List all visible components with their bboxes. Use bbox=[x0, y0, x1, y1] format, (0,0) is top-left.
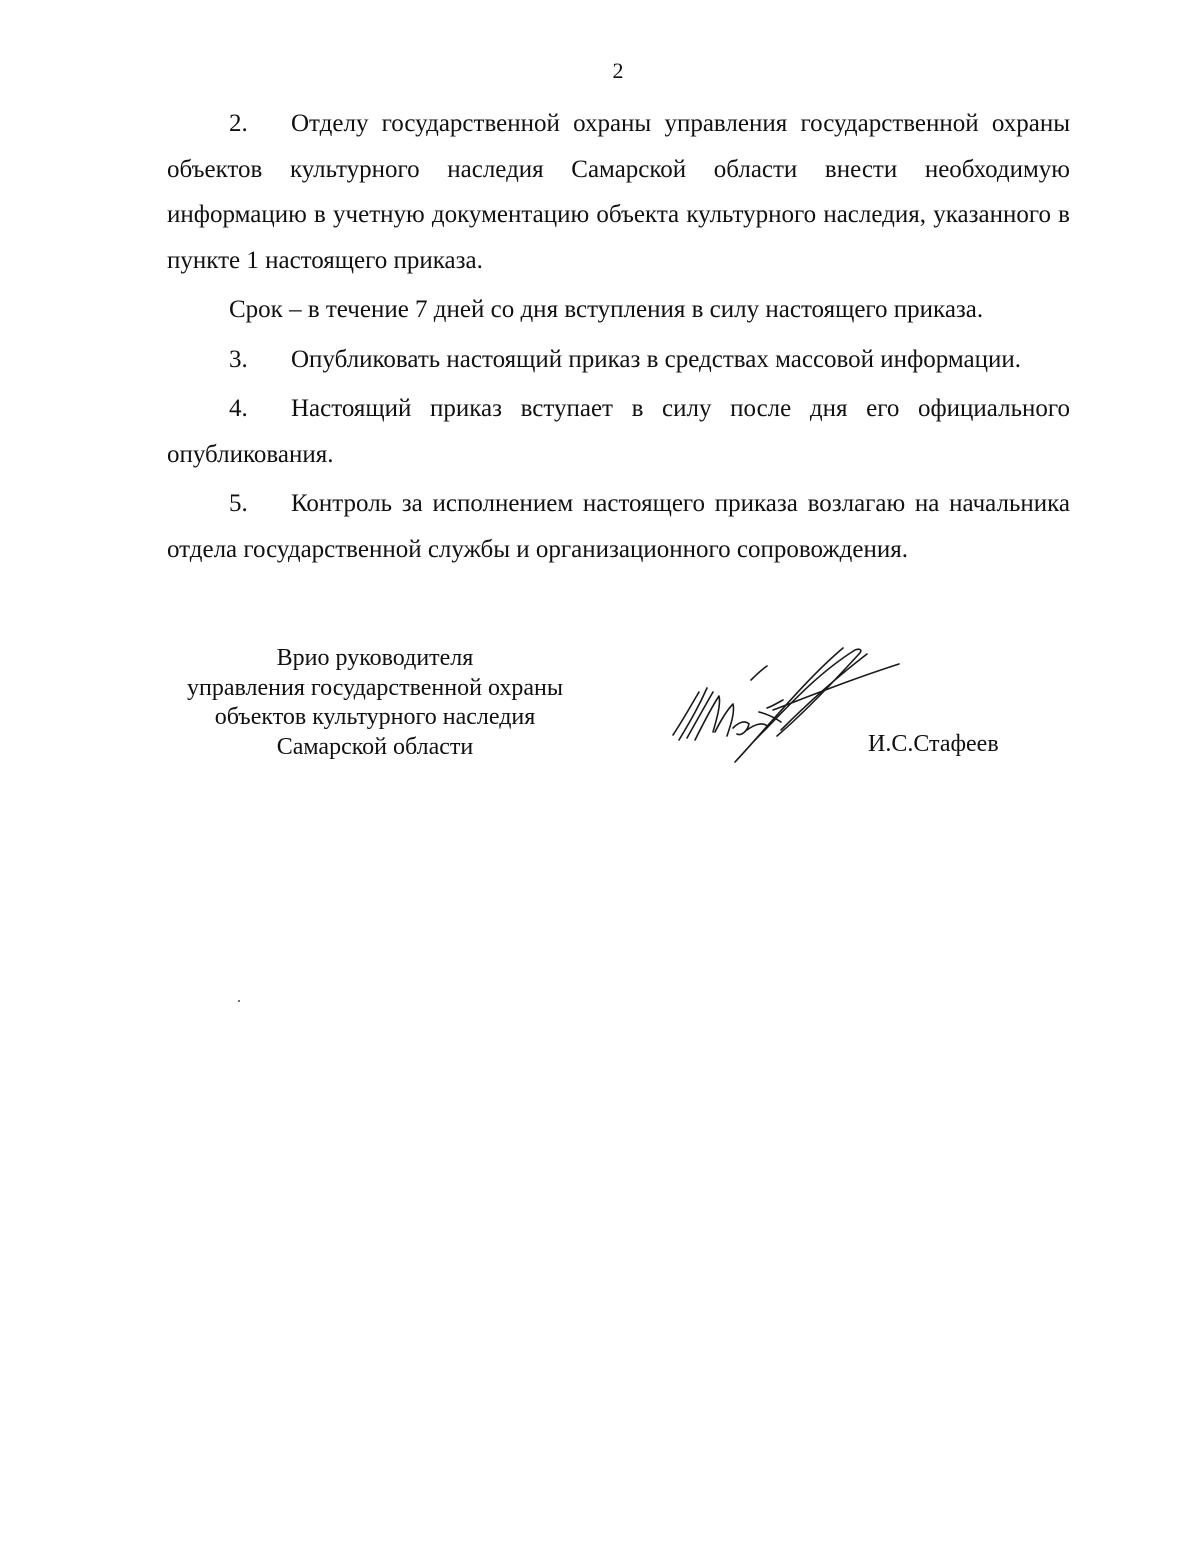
paragraph-2 bbox=[167, 101, 1070, 283]
paragraph-3-text: Опубликовать настоящий приказ в средствах массовой информации. bbox=[291, 345, 1022, 373]
page-number: 2 bbox=[612, 58, 624, 83]
paragraph-2-text: Отделу государственной охраны управления государственной охраны объектов культурного наследия Самарской области внести необходимую информацию в учетную документацию объекта культурного наследия, указанного в пункте 1 настоящего приказа. bbox=[167, 110, 1070, 274]
paragraph-5-number: 5. bbox=[229, 490, 248, 517]
paragraph-3 bbox=[167, 337, 1070, 383]
paragraph-4-text: Настоящий приказ вступает в силу после дня его официального опубликования. bbox=[167, 395, 1070, 468]
paragraph-3-number: 3. bbox=[229, 345, 248, 373]
signer-name: И.С.Стафеев bbox=[868, 731, 999, 757]
paragraph-5 bbox=[167, 481, 1070, 572]
paragraph-4-number: 4. bbox=[229, 395, 248, 422]
position-line: Самарской области bbox=[276, 733, 474, 760]
position-line: Врио руководителя bbox=[276, 645, 474, 671]
scan-speck bbox=[238, 1000, 240, 1002]
paragraph-5-text: Контроль за исполнением настоящего приказа возлагаю на начальника отдела государственной службы и организационного сопровождения. bbox=[167, 490, 1070, 563]
paragraph-4 bbox=[167, 386, 1070, 477]
signatory-position bbox=[150, 644, 600, 762]
paragraph-2-number: 2. bbox=[229, 110, 248, 137]
position-line: управления государственной охраны bbox=[187, 674, 563, 701]
position-line: объектов культурного наследия bbox=[214, 704, 536, 730]
deadline-paragraph: Срок – в течение 7 дней со дня вступления в силу настоящего приказа. bbox=[229, 296, 984, 323]
document-body bbox=[167, 101, 1070, 572]
